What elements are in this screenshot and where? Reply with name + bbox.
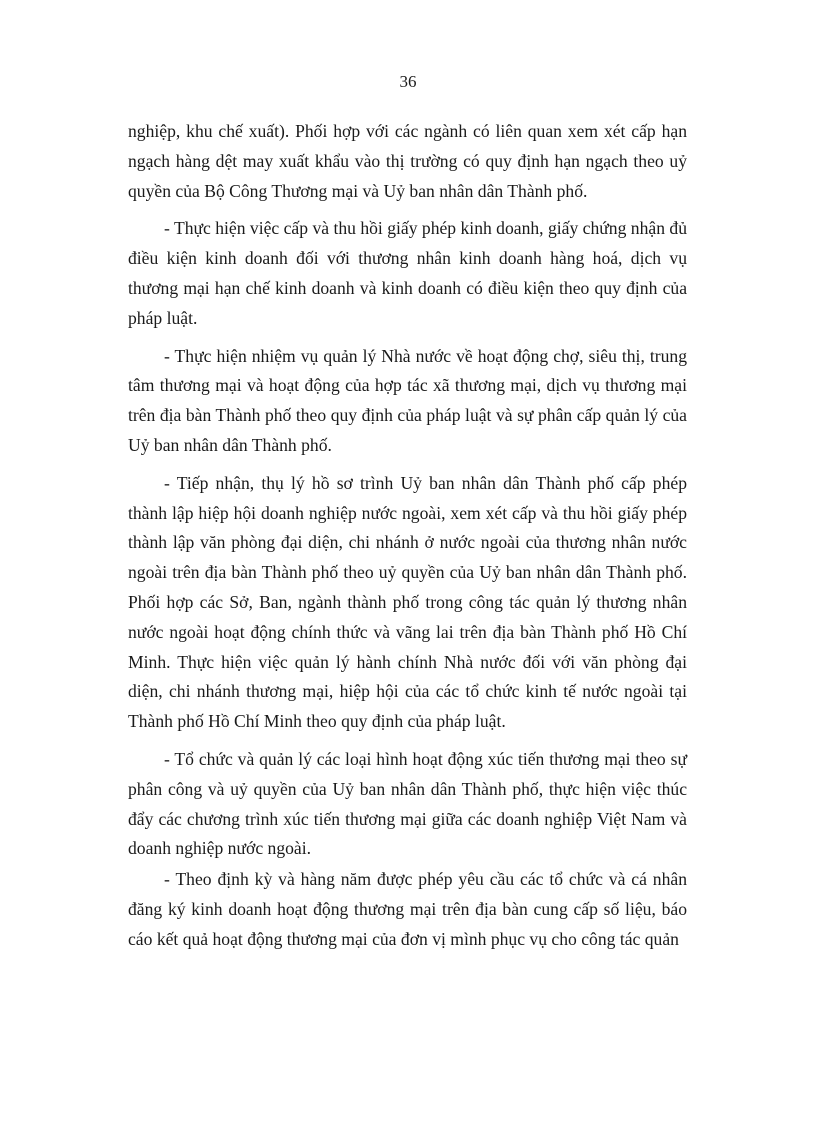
page-number: 36 [399, 72, 417, 91]
paragraph-trade-promotion: - Tổ chức và quản lý các loại hình hoạt động xúc tiến thương mại theo sự phân công và uỷ quyền của Uỷ ban nhân dân Thành phố, thực hiện việc thúc đẩy các chương trình xúc tiến thương mại giữa các doanh nghiệp Việt Nam và doanh nghiệp nước ngoài. [128, 748, 687, 859]
paragraph-continuation: nghiệp, khu chế xuất). Phối hợp với các ngành có liên quan xem xét cấp hạn ngạch hàng dệt may xuất khẩu vào thị trường có quy định hạn ngạch theo uỷ quyền của Bộ Công Thương mại và Uỷ ban nhân dân Thành phố. [128, 121, 687, 201]
paragraph-business-license: - Thực hiện việc cấp và thu hồi giấy phép kinh doanh, giấy chứng nhận đủ điều kiện kinh doanh đối với thương nhân kinh doanh hàng hoá, dịch vụ thương mại hạn chế kinh doanh và kinh doanh có điều kiện theo quy định của pháp luật. [128, 218, 687, 328]
paragraph-periodic-reporting: - Theo định kỳ và hàng năm được phép yêu cầu các tổ chức và cá nhân đăng ký kinh doanh hoạt động thương mại trên địa bàn cung cấp số liệu, báo cáo kết quả hoạt động thương mại của đơn vị mình phục vụ cho công tác quản [128, 869, 687, 949]
paragraph-foreign-enterprises: - Tiếp nhận, thụ lý hồ sơ trình Uỷ ban nhân dân Thành phố cấp phép thành lập hiệp hội doanh nghiệp nước ngoài, xem xét cấp và thu hồi giấy phép thành lập văn phòng đại diện, chi nhánh ở nước ngoài của thương nhân nước ngoài trên địa bàn Thành phố theo uỷ quyền của Uỷ ban nhân dân Thành phố. Phối hợp các Sở, Ban, ngành thành phố trong công tác quản lý thương nhân nước ngoài hoạt động chính thức và vãng lai trên địa bàn Thành phố Hồ Chí Minh. Thực hiện việc quản lý hành chính Nhà nước đối với văn phòng đại diện, chi nhánh thương mại, hiệp hội của các tổ chức kinh tế nước ngoài tại Thành phố Hồ Chí Minh theo quy định của pháp luật. [128, 472, 687, 732]
paragraph-market-management: - Thực hiện nhiệm vụ quản lý Nhà nước về hoạt động chợ, siêu thị, trung tâm thương mại và hoạt động của hợp tác xã thương mại, dịch vụ thương mại trên địa bàn Thành phố theo quy định của pháp luật và sự phân cấp quản lý của Uỷ ban nhân dân Thành phố. [128, 345, 687, 455]
document-body [128, 117, 687, 955]
